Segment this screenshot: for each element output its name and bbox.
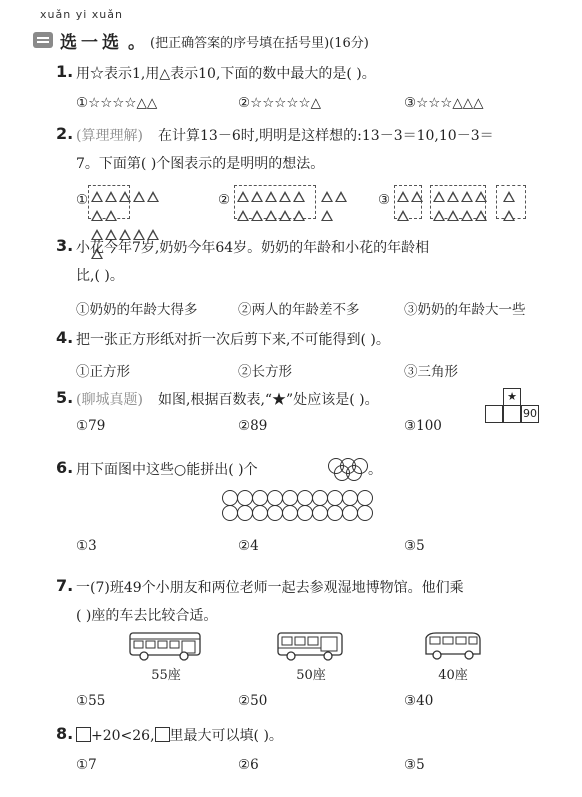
option-b[interactable]: ②6 <box>238 757 259 773</box>
triangle-icon <box>397 210 409 221</box>
triangle-icon <box>503 210 515 221</box>
option-c[interactable]: ③5 <box>404 538 425 554</box>
question-number: 2. <box>56 124 74 143</box>
circle-icon <box>222 490 238 506</box>
circle-icon <box>342 490 358 506</box>
option-a[interactable]: ①奶奶的年龄大得多 <box>76 302 198 318</box>
circle-icon <box>222 505 238 521</box>
bus-40-icon <box>422 630 484 662</box>
question-number: 3. <box>56 236 74 255</box>
triangle-icon <box>237 191 249 202</box>
triangle-icon <box>475 191 487 202</box>
option-a[interactable]: ①正方形 <box>76 364 130 380</box>
circle-icon <box>237 505 253 521</box>
question-text: 在计算13－6时,明明是这样想的:13－3＝10,10－3＝ <box>158 128 494 144</box>
circle-icon <box>252 505 268 521</box>
triangle-group-c <box>396 187 536 225</box>
question-tag: (聊城真题) <box>76 392 143 408</box>
option-a[interactable]: ①55 <box>76 693 106 709</box>
triangle-icon <box>433 210 445 221</box>
circle-icon <box>282 505 298 521</box>
triangle-icon <box>411 191 423 202</box>
option-b[interactable]: ②两人的年龄差不多 <box>238 302 360 318</box>
triangle-icon <box>321 191 333 202</box>
option-c[interactable]: ③☆☆☆△△△ <box>404 95 484 111</box>
option-b[interactable]: ②长方形 <box>238 364 292 380</box>
option-c[interactable]: ③5 <box>404 757 425 773</box>
question-text: 把一张正方形纸对折一次后剪下来,不可能得到( )。 <box>76 332 390 348</box>
triangle-icon <box>251 191 263 202</box>
circle-grid <box>222 490 392 524</box>
triangle-icon <box>293 191 305 202</box>
question-number: 1. <box>56 62 74 81</box>
question-number: 8. <box>56 724 74 743</box>
triangle-icon <box>91 191 103 202</box>
blank-box-icon[interactable] <box>155 727 170 742</box>
question-text-cont: ( )座的车去比较合适。 <box>76 608 218 624</box>
question-text-b: 里最大可以填( )。 <box>169 728 283 744</box>
grid-cell <box>485 405 503 423</box>
bus-55-icon <box>128 630 204 662</box>
circle-icon <box>252 490 268 506</box>
option-a[interactable]: ① <box>76 192 89 208</box>
circle-icon <box>357 505 373 521</box>
section-badge-icon <box>33 32 53 48</box>
circle-icon <box>297 490 313 506</box>
triangle-icon <box>265 210 277 221</box>
bus-label: 55座 <box>151 668 181 683</box>
triangle-icon <box>503 191 515 202</box>
circle-icon <box>357 490 373 506</box>
triangle-icon <box>133 191 145 202</box>
option-a[interactable]: ①☆☆☆☆△△ <box>76 95 158 111</box>
question-text: 用下面图中这些○能拼出( )个 <box>76 462 258 478</box>
question-number: 6. <box>56 458 74 477</box>
circle-icon <box>267 505 283 521</box>
triangle-icon <box>335 191 347 202</box>
circle-icon <box>282 490 298 506</box>
option-b[interactable]: ②☆☆☆☆☆△ <box>238 95 321 111</box>
question-number: 7. <box>56 576 74 595</box>
triangle-icon <box>433 191 445 202</box>
circle-icon <box>237 490 253 506</box>
triangle-icon <box>461 191 473 202</box>
grid-cell-90: 90 <box>521 405 539 423</box>
ring <box>346 465 362 481</box>
triangle-icon <box>147 191 159 202</box>
section-title: 选一选 <box>60 33 123 53</box>
triangle-icon <box>91 210 103 221</box>
bus-50-icon <box>276 630 346 662</box>
triangle-icon <box>105 191 117 202</box>
question-text-a: +20<26, <box>91 728 155 744</box>
section-title-dot: 。 <box>128 33 149 53</box>
question-text: 小花今年7岁,奶奶今年64岁。奶奶的年龄和小花的年龄相 <box>76 240 430 256</box>
option-b[interactable]: ②50 <box>238 693 268 709</box>
triangle-icon <box>119 191 131 202</box>
star-icon: ★ <box>507 390 517 403</box>
option-c[interactable]: ③ <box>378 192 391 208</box>
grid-cell <box>503 405 521 423</box>
section-note: (把正确答案的序号填在括号里)(16分) <box>150 36 369 51</box>
circle-icon <box>297 505 313 521</box>
star-cell <box>503 388 521 406</box>
option-b[interactable]: ②4 <box>238 538 259 554</box>
option-a[interactable]: ①3 <box>76 538 97 554</box>
triangle-icon <box>279 210 291 221</box>
triangle-icon <box>475 210 487 221</box>
triangle-icon <box>447 210 459 221</box>
triangle-icon <box>321 210 333 221</box>
circle-icon <box>327 505 343 521</box>
triangle-icon <box>237 210 249 221</box>
triangle-icon <box>251 210 263 221</box>
olympic-rings-icon <box>328 456 372 480</box>
question-number: 4. <box>56 328 74 347</box>
option-c[interactable]: ③三角形 <box>404 364 458 380</box>
circle-icon <box>327 490 343 506</box>
triangle-icon <box>461 210 473 221</box>
triangle-icon <box>265 191 277 202</box>
question-text <box>76 725 283 745</box>
option-a[interactable]: ①7 <box>76 757 97 773</box>
blank-box-icon[interactable] <box>76 727 91 742</box>
triangle-icon <box>447 191 459 202</box>
option-c[interactable]: ③奶奶的年龄大一些 <box>404 302 526 318</box>
question-text-cont: 7。下面第( )个图表示的是明明的想法。 <box>76 156 325 172</box>
question-text: 如图,根据百数表,“★”处应该是( )。 <box>158 392 379 408</box>
triangle-icon <box>105 210 117 221</box>
circle-icon <box>312 505 328 521</box>
bus-label: 50座 <box>296 668 326 683</box>
circle-icon <box>342 505 358 521</box>
question-number: 5. <box>56 388 74 407</box>
question-text-cont: 比,( )。 <box>76 268 124 284</box>
triangle-group-b <box>236 187 386 225</box>
question-text: 一(7)班49个小朋友和两位老师一起去参观湿地博物馆。他们乘 <box>76 580 464 596</box>
option-b[interactable]: ② <box>218 192 231 208</box>
option-a[interactable]: ①79 <box>76 418 106 434</box>
circle-icon <box>312 490 328 506</box>
option-b[interactable]: ②89 <box>238 418 268 434</box>
section-pinyin: xuǎn yi xuǎn <box>40 8 123 21</box>
triangle-icon <box>397 191 409 202</box>
bus-label: 40座 <box>438 668 468 683</box>
triangle-icon <box>279 191 291 202</box>
triangle-icon <box>293 210 305 221</box>
circle-icon <box>267 490 283 506</box>
question-text-end: 。 <box>368 462 382 478</box>
question-text: 用☆表示1,用△表示10,下面的数中最大的是( )。 <box>76 66 376 82</box>
option-c[interactable]: ③100 <box>404 418 442 434</box>
question-tag: (算理理解) <box>76 128 143 144</box>
option-c[interactable]: ③40 <box>404 693 434 709</box>
